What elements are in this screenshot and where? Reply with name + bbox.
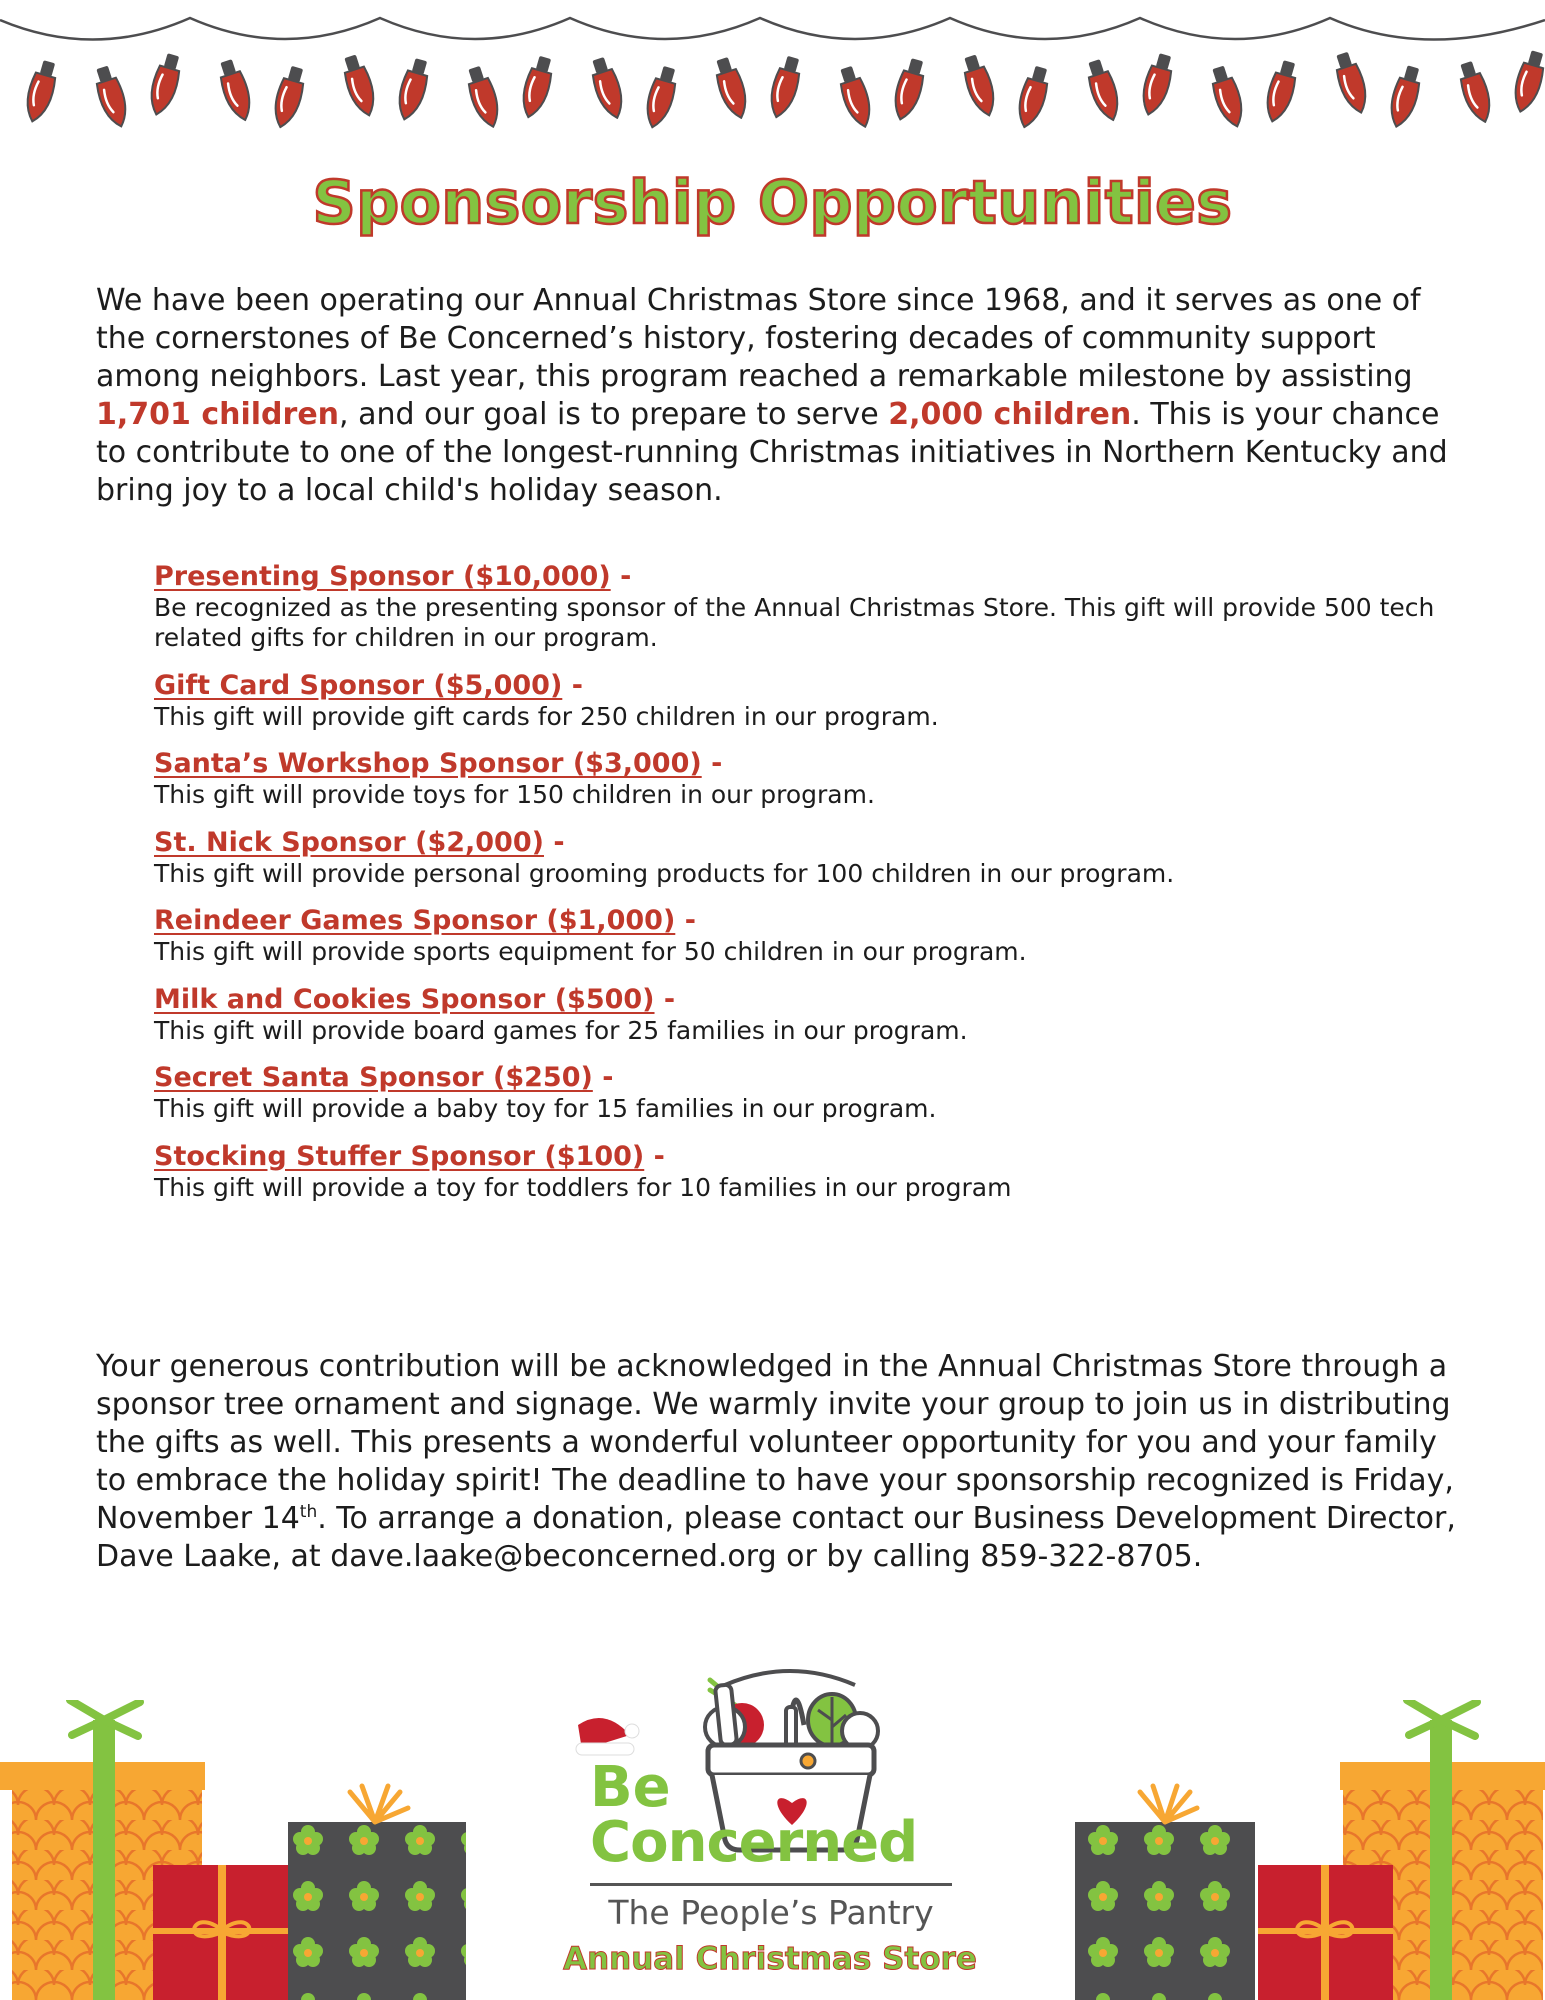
light-bulb-icon <box>215 57 256 123</box>
light-bulb-icon <box>517 54 556 120</box>
sponsor-link-presenting[interactable]: Presenting Sponsor ($10,000) <box>154 561 611 592</box>
light-bulb-icon <box>587 55 628 121</box>
light-bulb-icon <box>711 55 752 121</box>
light-bulb-icon <box>145 52 184 118</box>
sponsor-item: St. Nick Sponsor ($2,000) - This gift will provide personal grooming products for 100 children in our program. <box>154 826 1484 889</box>
light-bulb-icon <box>1083 57 1124 123</box>
sponsor-list <box>154 560 1484 1218</box>
sponsor-description: This gift will provide sports equipment for 50 children in our program. <box>154 937 1027 966</box>
gift-boxes-right-decoration <box>1075 1700 1545 2000</box>
sponsor-link-gift-card[interactable]: Gift Card Sponsor ($5,000) <box>154 669 563 701</box>
sponsor-description: This gift will provide personal grooming products for 100 children in our program. <box>154 858 1175 888</box>
logo-tagline: The People’s Pantry <box>608 1893 934 1932</box>
sponsor-description: This gift will provide a baby toy for 15 families in our program. <box>154 1094 937 1123</box>
sponsor-description: This gift will provide toys for 150 children in our program. <box>154 780 875 809</box>
sponsor-item: Reindeer Games Sponsor ($1,000) - This gift will provide sports equipment for 50 children in our program. <box>154 904 1484 967</box>
page-title: Sponsorship Opportunities <box>312 168 1233 238</box>
sponsor-description: This gift will provide gift cards for 250 children in our program. <box>154 701 939 731</box>
light-bulb-icon <box>1013 64 1052 130</box>
light-bulb-icon <box>339 53 380 119</box>
light-bulb-icon <box>1385 64 1424 130</box>
light-bulb-icon <box>1207 64 1248 130</box>
light-bulb-icon <box>1331 50 1372 116</box>
string-lights-decoration <box>0 0 1545 160</box>
light-bulb-icon <box>641 64 680 130</box>
sponsor-description: Be recognized as the presenting sponsor of the Annual Christmas Store. This gift will provide 500 tech related gifts for children in our program. <box>154 593 1435 652</box>
light-bulb-icon <box>1455 59 1496 125</box>
sponsor-description: This gift will provide board games for 25 families in our program. <box>154 1015 968 1045</box>
sponsor-description: This gift will provide a toy for toddlers for 10 families in our program <box>154 1172 1012 1202</box>
intro-paragraph: We have been operating our Annual Christmas Store since 1968, and it serves as one of the cornerstones of Be Concerned’s history, fostering decades of community support among neighbors. Last year, this program reached a remarkable milestone by assisting 1,701 children, and our goal is to prepare to serve 2,000 children. This is your chance to contribute to one of the longest-running Christmas initiatives in Northern Kentucky and bring joy to a local child's holiday season. <box>96 283 1448 508</box>
sponsor-link-santas-workshop[interactable]: Santa’s Workshop Sponsor ($3,000) <box>154 748 702 779</box>
light-bulb-icon <box>835 64 876 130</box>
light-bulb-icon <box>463 64 504 130</box>
sponsor-item: Presenting Sponsor ($10,000) - Be recognized as the presenting sponsor of the Annual Christmas Store. This gift will provide 500 tech related gifts for children in our program. <box>154 560 1484 653</box>
sponsor-item: Stocking Stuffer Sponsor ($100) - This gift will provide a toy for toddlers for 10 families in our program <box>154 1140 1484 1203</box>
logo-be-text: Be <box>590 1755 671 1820</box>
closing-paragraph: Your generous contribution will be acknowledged in the Annual Christmas Store through a sponsor tree ornament and signage. We warmly invite your group to join us in distributing the gifts as well. This presents a wonderful volunteer opportunity for you and your family to embrace the holiday spirit! The deadline to have your sponsorship recognized is Friday, November 14th. To arrange a donation, please contact our Business Development Director, Dave Laake, at dave.laake@beconcerned.org or by calling 859-322-8705. <box>96 1349 1456 1574</box>
light-bulb-icon <box>1137 52 1176 118</box>
logo-concerned-text: Concerned <box>590 1810 918 1875</box>
light-bulb-icon <box>1261 59 1300 125</box>
children-goal-highlight: 2,000 children <box>888 397 1132 432</box>
sponsor-link-stocking-stuffer[interactable]: Stocking Stuffer Sponsor ($100) <box>154 1140 645 1172</box>
light-bulb-icon <box>21 59 60 125</box>
sponsor-link-reindeer-games[interactable]: Reindeer Games Sponsor ($1,000) <box>154 905 676 936</box>
light-bulb-icon <box>889 57 928 123</box>
light-bulb-icon <box>1509 49 1545 115</box>
sponsor-link-milk-and-cookies[interactable]: Milk and Cookies Sponsor ($500) <box>154 983 655 1015</box>
sponsor-item: Santa’s Workshop Sponsor ($3,000) - This gift will provide toys for 150 children in our program. <box>154 747 1484 810</box>
gift-boxes-left-decoration <box>0 1700 470 2000</box>
light-bulb-icon <box>393 57 432 123</box>
sponsor-item: Milk and Cookies Sponsor ($500) - This gift will provide board games for 25 families in our program. <box>154 983 1484 1046</box>
sponsor-link-secret-santa[interactable]: Secret Santa Sponsor ($250) <box>154 1062 593 1093</box>
sponsor-item: Secret Santa Sponsor ($250) - This gift will provide a baby toy for 15 families in our program. <box>154 1061 1484 1124</box>
sponsor-item: Gift Card Sponsor ($5,000) - This gift will provide gift cards for 250 children in our program. <box>154 669 1484 732</box>
logo-store-name: Annual Christmas Store <box>563 1941 977 1977</box>
sponsor-link-st-nick[interactable]: St. Nick Sponsor ($2,000) <box>154 826 544 858</box>
light-bulb-icon <box>269 64 308 130</box>
light-bulb-icon <box>765 54 804 120</box>
light-bulb-icon <box>959 53 1000 119</box>
light-bulb-icon <box>91 64 132 130</box>
logo-divider <box>590 1883 952 1886</box>
be-concerned-logo <box>560 1665 980 2000</box>
children-served-highlight: 1,701 children <box>96 397 340 432</box>
